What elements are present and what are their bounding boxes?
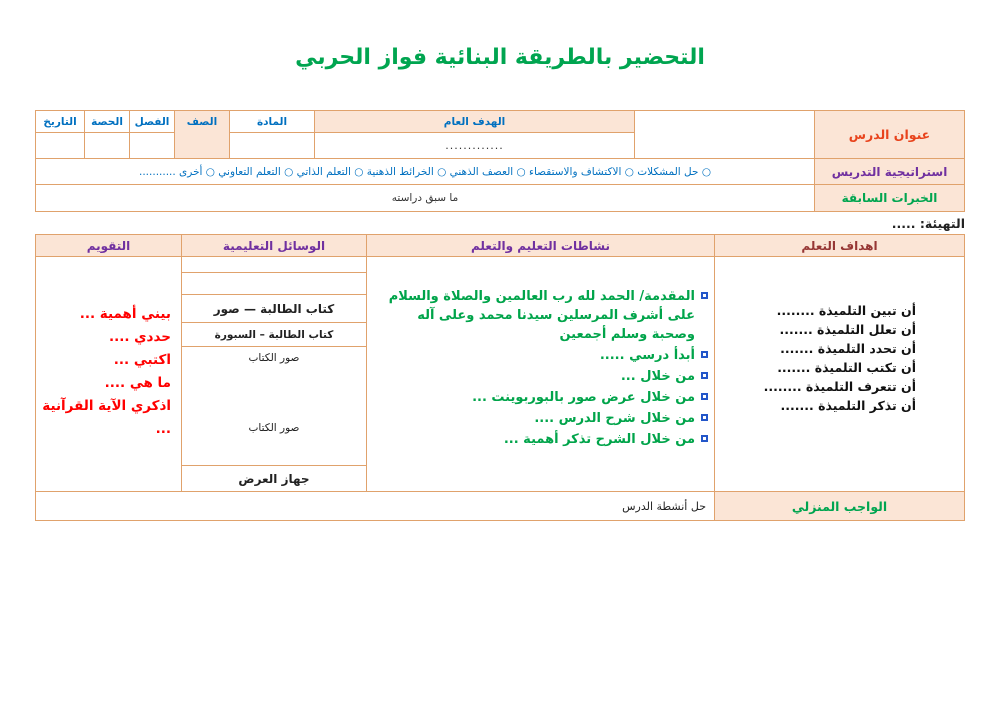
header-table: [35, 110, 965, 212]
objectives-header: اهداف التعلم: [714, 235, 964, 256]
activity-text: المقدمة/ الحمد لله رب العالمين والصلاة والسلام على أشرف المرسلين سيدنا محمد وعلى آله وصحبة وسلم أجمعين: [388, 289, 695, 342]
activities-column: [366, 257, 714, 491]
class-cell: [129, 111, 174, 158]
class-value[interactable]: [130, 133, 174, 158]
aids-section: جهاز العرض: [238, 471, 310, 486]
activities-header: نشاطات التعليم والتعلم: [366, 235, 714, 256]
objective-line: أن تذكر التلميذة .......: [780, 398, 916, 413]
general-goal-value[interactable]: .............: [445, 139, 504, 152]
aids-section: [182, 273, 366, 295]
aids-section: صور الكتاب: [182, 417, 366, 466]
activity-item: [379, 287, 708, 344]
aids-section: كتاب الطالبة – السبورة: [182, 323, 366, 347]
homework-value[interactable]: حل أنشطة الدرس: [622, 499, 706, 513]
aids-section: [182, 257, 366, 273]
evaluation-line: اذكري الآية القرآنية: [42, 398, 171, 414]
homework-label: الواجب المنزلي: [714, 492, 964, 520]
aids-section: كتاب الطالبة — صور: [182, 295, 366, 323]
activity-text: من خلال عرض صور بالبوربوينت ...: [472, 390, 695, 405]
activity-item: [379, 367, 708, 386]
header-row-info: [36, 111, 964, 159]
lesson-title-label: عنوان الدرس: [848, 127, 931, 142]
bullet-square-icon: [701, 393, 708, 400]
evaluation-line: حددي ....: [108, 329, 171, 345]
objective-line: أن تكتب التلميذة .......: [777, 360, 916, 375]
date-cell: [36, 111, 84, 158]
activity-text: أبدأ درسي .....: [599, 348, 695, 363]
evaluation-column: [36, 257, 181, 491]
aids-column: [181, 257, 366, 491]
aids-section: صور الكتاب: [248, 352, 300, 364]
homework-row: [36, 492, 964, 520]
objective-line: أن تتعرف التلميذة ........: [763, 379, 916, 394]
subject-cell: [229, 111, 314, 158]
aids-header: الوسائل التعليمية: [181, 235, 366, 256]
general-goal-label: الهدف العام: [315, 111, 634, 133]
activity-text: من خلال الشرح تذكر أهمية ...: [503, 432, 695, 447]
strategy-options[interactable]: ○ حل المشكلات ○ الاكتشاف والاستقصاء ○ العصف الذهني ○ الخرائط الذهنية ○ التعلم الذاتي ○ التعلم التعاوني ○ أخرى ...........: [139, 165, 711, 178]
page-title: التحضير بالطريقة البنائية فواز الحربي: [295, 45, 705, 70]
activity-item: [379, 430, 708, 449]
class-label: الفصل: [130, 111, 174, 133]
bullet-square-icon: [701, 435, 708, 442]
bullet-square-icon: [701, 292, 708, 299]
period-cell: [84, 111, 129, 158]
preparation-line: التهيئة: .....: [891, 216, 965, 231]
header-row-strategy: [36, 159, 964, 185]
evaluation-line: بيني أهمية ...: [79, 306, 171, 322]
objective-line: أن تحدد التلميذة .......: [780, 341, 916, 356]
lesson-title-value-cell[interactable]: [634, 111, 814, 158]
evaluation-line: ...: [155, 421, 171, 437]
activity-item: [379, 409, 708, 428]
subject-label: المادة: [230, 111, 314, 133]
subject-value[interactable]: [230, 133, 314, 158]
activity-text: من خلال شرح الدرس ....: [534, 411, 695, 426]
grade-cell: [174, 111, 229, 158]
grade-value[interactable]: [175, 133, 229, 158]
main-table: [35, 234, 965, 521]
activity-text: من خلال ...: [620, 369, 695, 384]
objective-line: أن تعلل التلميذة .......: [779, 322, 916, 337]
activity-item: [379, 388, 708, 407]
header-row-prior: [36, 185, 964, 211]
bullet-square-icon: [701, 372, 708, 379]
period-label: الحصة: [85, 111, 129, 133]
grade-label: الصف: [186, 116, 218, 128]
activity-item: [379, 346, 708, 365]
objective-line: أن تبين التلميذة ........: [776, 303, 916, 318]
date-value[interactable]: [36, 133, 84, 158]
objectives-column: [714, 257, 964, 491]
bullet-square-icon: [701, 351, 708, 358]
bullet-square-icon: [701, 414, 708, 421]
date-label: التاريخ: [36, 111, 84, 133]
strategy-label: استراتيجية التدريس: [814, 159, 964, 184]
evaluation-line: اكتبي ...: [113, 352, 171, 368]
period-value[interactable]: [85, 133, 129, 158]
prior-experience-value[interactable]: ما سبق دراسته: [391, 192, 459, 204]
prior-experience-label: الخبرات السابقة: [814, 185, 964, 211]
general-goal-cell: [314, 111, 634, 158]
evaluation-line: ما هي ....: [104, 375, 171, 391]
lesson-title-cell: [814, 111, 964, 158]
main-table-body: [36, 257, 964, 492]
main-table-header: [36, 235, 964, 257]
evaluation-header: التقويم: [86, 238, 131, 253]
